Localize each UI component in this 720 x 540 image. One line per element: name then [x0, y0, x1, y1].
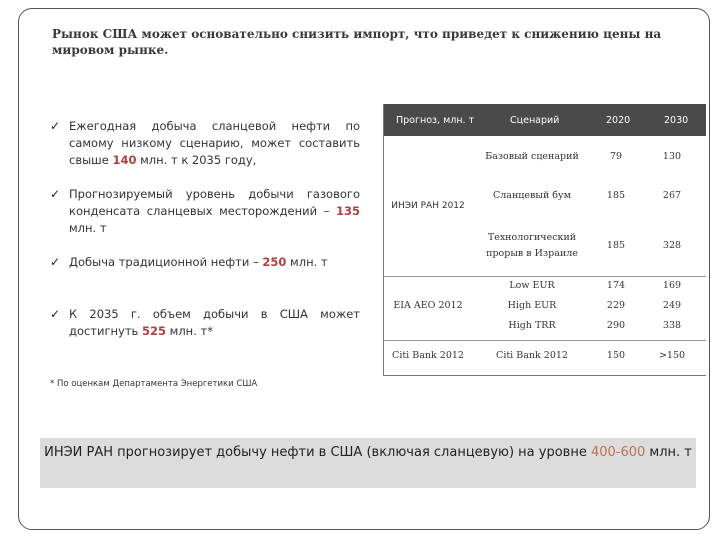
footnote: * По оценкам Департамента Энергетики США: [50, 379, 258, 389]
forecast-table: [383, 104, 706, 376]
summary-text: млн. т: [645, 445, 692, 460]
value-2020: 174: [606, 280, 626, 291]
slide-title: Рынок США может основательно снизить импорт, что приведет к снижению цены на мировом рынке.: [52, 27, 662, 57]
value-2020: 150: [606, 350, 626, 361]
value-2030: 267: [662, 190, 682, 201]
value-2030: 169: [662, 280, 682, 291]
row-divider: [384, 276, 706, 277]
bullet-text: млн. т*: [166, 324, 213, 338]
checkmark-icon: ✓: [50, 255, 61, 269]
value-2020: 229: [606, 300, 626, 311]
bullet-item: [50, 254, 360, 271]
scenario-cell: Базовый сценарий: [485, 151, 579, 162]
bullet-text: млн. т к 2035 году,: [136, 153, 257, 167]
scenario-cell: Low EUR: [509, 280, 555, 291]
bullet-text: К 2035 г. объем добычи в США может достигнуть: [69, 307, 360, 338]
bullet-item: [50, 186, 360, 237]
value-2030: 249: [662, 300, 682, 311]
header-2030: 2030: [664, 115, 689, 126]
highlight-value: 525: [141, 324, 166, 338]
summary-text: ИНЭИ РАН прогнозирует добычу нефти в США (включая сланцевую) на уровне: [44, 445, 591, 460]
highlight-value: 140: [112, 153, 137, 167]
source-label: EIA AEO 2012: [393, 300, 463, 311]
highlight-value: 250: [262, 255, 287, 269]
bullet-text: Добыча традиционной нефти –: [69, 255, 263, 269]
value-2030: 338: [662, 320, 682, 331]
bullet-text: Прогнозируемый уровень добычи газового конденсата сланцевых месторождений –: [69, 187, 360, 218]
checkmark-icon: ✓: [50, 119, 61, 133]
value-2020: 185: [606, 190, 626, 201]
header-2020: 2020: [606, 115, 631, 126]
scenario-cell: Технологический прорыв в Израиле: [486, 232, 578, 259]
value-2030: >150: [658, 350, 686, 361]
table-header: [384, 104, 706, 136]
scenario-cell: High EUR: [507, 300, 557, 311]
header-scenario: Сценарий: [510, 115, 560, 126]
header-forecast: Прогноз, млн. т: [396, 115, 475, 126]
value-2020: 290: [606, 320, 626, 331]
value-2030: 130: [662, 151, 682, 162]
source-label: ИНЭИ РАН 2012: [391, 201, 465, 211]
scenario-cell: Сланцевый бум: [493, 190, 571, 201]
bullet-item: [50, 306, 360, 340]
bullet-text: млн. т: [286, 255, 328, 269]
highlight-value: 135: [335, 204, 360, 218]
bullet-text: млн. т: [69, 221, 107, 235]
value-2020: 185: [606, 240, 626, 251]
summary-highlight: 400-600: [590, 445, 646, 460]
row-divider: [384, 340, 706, 341]
bullet-text: Ежегодная добыча сланцевой нефти по самому низкому сценарию, может составить свыше: [69, 119, 360, 167]
value-2030: 328: [662, 240, 682, 251]
value-2020: 79: [609, 151, 623, 162]
scenario-cell: High TRR: [508, 320, 556, 331]
scenario-cell: Citi Bank 2012: [496, 350, 568, 361]
checkmark-icon: ✓: [50, 187, 61, 201]
checkmark-icon: ✓: [50, 307, 61, 321]
bullet-item: [50, 118, 360, 169]
summary-banner: [40, 438, 696, 488]
source-label: Citi Bank 2012: [392, 350, 464, 361]
